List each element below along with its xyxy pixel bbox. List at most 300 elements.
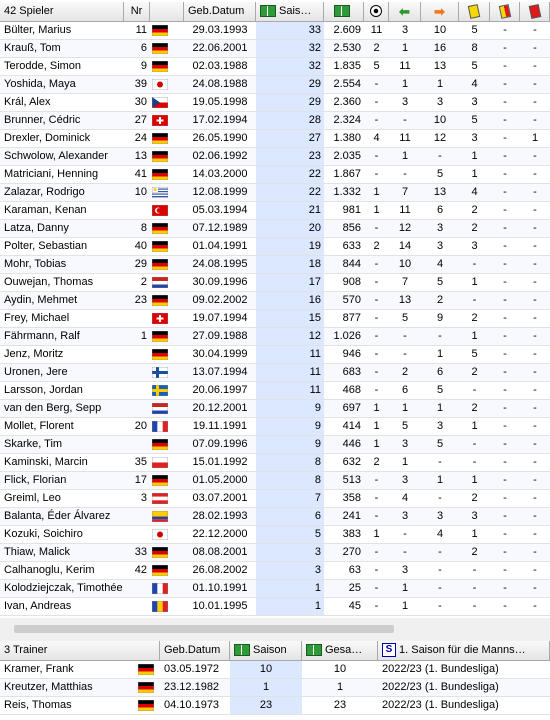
flag-de-icon: [152, 241, 168, 252]
scrollbar-thumb[interactable]: [14, 625, 394, 633]
player-yellow-red-cards: -: [503, 222, 507, 234]
player-subbed-out: 6: [436, 204, 444, 216]
player-subbed-out: 16: [433, 42, 447, 54]
player-name: Karaman, Kenan: [4, 204, 87, 216]
header-total[interactable]: [324, 2, 364, 22]
field-season-icon: [234, 644, 250, 656]
player-yellow-red-cards: -: [503, 42, 507, 54]
player-name: Mohr, Tobias: [4, 258, 67, 270]
player-yellow-red-cards: -: [503, 168, 507, 180]
field-total-icon: [306, 644, 322, 656]
player-season-games: 11: [256, 346, 324, 363]
table-row[interactable]: [0, 130, 550, 148]
player-yellow-cards: 2: [471, 366, 478, 378]
player-birthdate: 09.02.2002: [192, 294, 248, 306]
player-number: 6: [140, 42, 147, 54]
player-yellow-red-cards: -: [503, 24, 507, 36]
player-season-games: 27: [256, 130, 324, 147]
player-red-cards: -: [533, 348, 537, 360]
player-subbed-in: 1: [401, 582, 409, 594]
trainer-season-games: 10: [230, 661, 302, 678]
player-red-cards: -: [533, 276, 537, 288]
player-yellow-cards: 2: [471, 312, 478, 324]
player-number: [124, 436, 150, 453]
table-row[interactable]: [0, 292, 550, 310]
table-row[interactable]: [0, 679, 550, 697]
player-yellow-red-cards: -: [503, 240, 507, 252]
table-row[interactable]: [0, 310, 550, 328]
player-subbed-in: 3: [401, 510, 409, 522]
player-yellow-red-cards: -: [503, 420, 507, 432]
flag-tr-icon: [152, 205, 168, 216]
player-yellow-cards: -: [472, 582, 477, 594]
player-subbed-out: 13: [433, 186, 447, 198]
player-subbed-in: 3: [401, 438, 409, 450]
player-season-games: 6: [256, 508, 324, 525]
flag-de-icon: [138, 664, 154, 675]
player-yellow-cards: 4: [471, 78, 478, 90]
player-season-games: 17: [256, 274, 324, 291]
trainer-birthdate: 23.12.1982: [164, 681, 220, 693]
player-number: 13: [134, 150, 147, 162]
player-yellow-cards: 4: [471, 186, 478, 198]
player-number: 3: [140, 492, 147, 504]
table-row[interactable]: [0, 58, 550, 76]
arrow-right-orange-icon: ➡: [434, 4, 445, 19]
player-birthdate: 19.11.1991: [192, 420, 248, 432]
player-birthdate: 13.07.1994: [192, 366, 248, 378]
player-season-games: 32: [256, 58, 324, 75]
player-yellow-red-cards: -: [503, 600, 507, 612]
table-row[interactable]: [0, 400, 550, 418]
flag-de-icon: [138, 682, 154, 693]
player-name: Yoshida, Maya: [4, 78, 76, 90]
flag-se-icon: [152, 385, 168, 396]
player-name: Balanta, Éder Álvarez: [4, 510, 111, 522]
player-subbed-in: -: [403, 546, 407, 558]
player-subbed-in: 11: [399, 204, 411, 216]
header-yellowred[interactable]: [490, 2, 520, 22]
player-total-minutes: 1.332: [333, 186, 361, 198]
players-header: [0, 2, 550, 22]
table-row[interactable]: [0, 562, 550, 580]
trainer-birthdate: 04.10.1973: [164, 699, 220, 711]
player-season-games: 8: [256, 454, 324, 471]
player-subbed-in: 5: [401, 420, 409, 432]
player-goals: 1: [373, 528, 380, 540]
trainer-header-total-label: Gesa…: [325, 644, 363, 656]
trainer-header-season[interactable]: [230, 641, 302, 661]
header-out[interactable]: [421, 2, 459, 22]
player-total-minutes: 414: [342, 420, 361, 432]
flag-ch-icon: [152, 313, 168, 324]
field-icon: [260, 5, 276, 17]
player-season-games: 20: [256, 220, 324, 237]
player-total-minutes: 2.530: [333, 42, 361, 54]
table-row[interactable]: [0, 364, 550, 382]
table-row[interactable]: [0, 508, 550, 526]
player-birthdate: 20.06.1997: [192, 384, 248, 396]
player-goals: -: [374, 474, 379, 486]
flag-de-icon: [152, 439, 168, 450]
trainer-header-first-label: 1. Saison für die Manns…: [399, 644, 526, 656]
player-subbed-out: -: [438, 492, 442, 504]
trainer-first-season: 2022/23 (1. Bundesliga): [382, 663, 499, 675]
player-yellow-cards: 2: [471, 402, 478, 414]
player-subbed-in: 14: [398, 240, 412, 252]
player-subbed-in: 3: [401, 564, 409, 576]
player-total-minutes: 446: [342, 438, 361, 450]
player-yellow-red-cards: -: [503, 60, 507, 72]
player-subbed-in: 13: [398, 294, 412, 306]
player-number: 39: [134, 78, 147, 90]
player-yellow-red-cards: -: [503, 384, 507, 396]
trainer-season-games: 23: [230, 697, 302, 714]
player-total-minutes: 241: [342, 510, 361, 522]
player-season-games: 22: [256, 184, 324, 201]
player-birthdate: 07.12.1989: [192, 222, 248, 234]
table-row[interactable]: [0, 148, 550, 166]
player-yellow-red-cards: -: [503, 474, 507, 486]
player-name: Terodde, Simon: [4, 60, 82, 72]
table-row[interactable]: [0, 598, 550, 616]
player-subbed-out: 1: [436, 402, 444, 414]
player-yellow-cards: -: [472, 600, 477, 612]
player-total-minutes: 2.324: [333, 114, 361, 126]
player-season-games: 9: [256, 436, 324, 453]
table-row[interactable]: [0, 382, 550, 400]
player-total-minutes: 856: [342, 222, 361, 234]
player-total-minutes: 513: [342, 474, 361, 486]
player-season-games: 33: [256, 22, 324, 39]
s-icon: S: [382, 643, 396, 657]
player-birthdate: 20.12.2001: [192, 402, 248, 414]
table-row[interactable]: [0, 256, 550, 274]
table-row[interactable]: [0, 580, 550, 598]
player-total-minutes: 358: [342, 492, 361, 504]
header-nr[interactable]: Nr: [124, 2, 150, 22]
player-yellow-red-cards: -: [503, 78, 507, 90]
player-season-games: 12: [256, 328, 324, 345]
player-total-minutes: 270: [342, 546, 361, 558]
table-row[interactable]: [0, 490, 550, 508]
player-red-cards: -: [533, 528, 537, 540]
player-total-minutes: 2.554: [333, 78, 361, 90]
player-yellow-red-cards: -: [503, 546, 507, 558]
player-red-cards: -: [533, 366, 537, 378]
trainer-name: Reis, Thomas: [4, 699, 72, 711]
player-number: [124, 364, 150, 381]
player-goals: 1: [373, 438, 380, 450]
header-birth[interactable]: Geb.Datum: [184, 2, 256, 22]
table-row[interactable]: [0, 76, 550, 94]
player-yellow-red-cards: -: [503, 276, 507, 288]
table-row[interactable]: [0, 40, 550, 58]
player-number: [124, 310, 150, 327]
player-goals: -: [374, 384, 379, 396]
header-yellow[interactable]: [459, 2, 490, 22]
player-subbed-out: 10: [433, 114, 447, 126]
player-subbed-out: 4: [436, 258, 444, 270]
player-yellow-red-cards: -: [503, 528, 507, 540]
player-total-minutes: 877: [342, 312, 361, 324]
player-yellow-cards: 1: [471, 474, 478, 486]
player-birthdate: 12.08.1999: [192, 186, 248, 198]
player-red-cards: -: [533, 258, 537, 270]
player-yellow-red-cards: -: [503, 132, 507, 144]
player-red-cards: -: [533, 384, 537, 396]
player-subbed-out: -: [438, 330, 442, 342]
player-number: 2: [140, 276, 147, 288]
player-yellow-red-cards: -: [503, 366, 507, 378]
player-subbed-out: 5: [436, 384, 444, 396]
player-subbed-out: 12: [433, 132, 447, 144]
flag-uy-icon: [152, 187, 168, 198]
player-yellow-red-cards: -: [503, 348, 507, 360]
player-number: 8: [140, 222, 147, 234]
player-red-cards: 1: [531, 132, 539, 144]
table-row[interactable]: [0, 328, 550, 346]
player-yellow-cards: 2: [471, 204, 478, 216]
player-yellow-cards: 1: [471, 168, 478, 180]
trainer-header-name[interactable]: 3 Trainer: [0, 641, 160, 661]
player-subbed-out: 1: [436, 78, 444, 90]
player-yellow-red-cards: -: [503, 312, 507, 324]
player-goals: -: [374, 366, 379, 378]
player-number: 29: [134, 258, 147, 270]
player-subbed-in: -: [403, 348, 407, 360]
player-goals: -: [374, 258, 379, 270]
table-row[interactable]: [0, 418, 550, 436]
player-season-games: 29: [256, 76, 324, 93]
player-subbed-in: -: [403, 168, 407, 180]
header-in[interactable]: [389, 2, 421, 22]
trainer-season-games: 1: [230, 679, 302, 696]
header-season-label: Sais…: [279, 5, 312, 17]
table-row[interactable]: [0, 238, 550, 256]
player-name: Thiaw, Malick: [4, 546, 71, 558]
player-red-cards: -: [533, 600, 537, 612]
player-season-games: 11: [256, 382, 324, 399]
player-birthdate: 24.08.1988: [192, 78, 248, 90]
player-season-games: 19: [256, 238, 324, 255]
player-red-cards: -: [533, 420, 537, 432]
player-birthdate: 01.05.2000: [192, 474, 248, 486]
player-red-cards: -: [533, 78, 537, 90]
flag-ro-icon: [152, 601, 168, 612]
trainer-first-season: 2022/23 (1. Bundesliga): [382, 681, 499, 693]
player-number: 10: [134, 186, 147, 198]
table-row[interactable]: [0, 184, 550, 202]
table-row[interactable]: [0, 112, 550, 130]
player-name: Kaminski, Marcin: [4, 456, 88, 468]
player-goals: 1: [373, 204, 380, 216]
player-subbed-out: 5: [436, 276, 444, 288]
table-row[interactable]: [0, 661, 550, 679]
player-yellow-cards: 1: [471, 330, 478, 342]
player-yellow-cards: 1: [471, 528, 478, 540]
table-row[interactable]: [0, 544, 550, 562]
table-row[interactable]: [0, 472, 550, 490]
trainer-header-season-label: Saison: [253, 644, 287, 656]
player-yellow-cards: 2: [471, 222, 478, 234]
header-name[interactable]: 42 Spieler: [0, 2, 124, 22]
player-birthdate: 26.05.1990: [192, 132, 248, 144]
player-yellow-red-cards: -: [503, 150, 507, 162]
player-subbed-in: -: [403, 528, 407, 540]
player-subbed-in: 5: [401, 312, 409, 324]
player-number: 1: [140, 330, 147, 342]
trainer-header-birth[interactable]: Geb.Datum: [160, 641, 230, 661]
player-season-games: 18: [256, 256, 324, 273]
player-red-cards: -: [533, 114, 537, 126]
player-yellow-cards: 2: [471, 492, 478, 504]
player-yellow-cards: 2: [471, 546, 478, 558]
player-yellow-cards: 5: [471, 60, 478, 72]
player-goals: -: [374, 582, 379, 594]
table-row[interactable]: [0, 220, 550, 238]
flag-de-icon: [152, 133, 168, 144]
player-birthdate: 30.04.1999: [192, 348, 248, 360]
table-row[interactable]: [0, 94, 550, 112]
player-red-cards: -: [533, 96, 537, 108]
flag-de-icon: [152, 169, 168, 180]
table-row[interactable]: [0, 526, 550, 544]
player-number: 27: [134, 114, 147, 126]
player-name: Calhanoglu, Kerim: [4, 564, 95, 576]
player-number: [124, 400, 150, 417]
table-row[interactable]: [0, 697, 550, 715]
player-name: Matriciani, Henning: [4, 168, 99, 180]
player-name: Schwolow, Alexander: [4, 150, 108, 162]
player-yellow-red-cards: -: [503, 492, 507, 504]
trainer-header-first[interactable]: [378, 641, 550, 661]
player-subbed-in: 12: [398, 222, 412, 234]
player-yellow-red-cards: -: [503, 456, 507, 468]
player-red-cards: -: [533, 330, 537, 342]
player-subbed-in: 1: [401, 150, 409, 162]
table-row[interactable]: [0, 166, 550, 184]
player-yellow-cards: -: [472, 438, 477, 450]
player-red-cards: -: [533, 42, 537, 54]
flag-de-icon: [152, 349, 168, 360]
flag-de-icon: [152, 259, 168, 270]
player-season-games: 9: [256, 418, 324, 435]
player-name: Flick, Florian: [4, 474, 67, 486]
player-goals: 4: [373, 132, 380, 144]
field-total-icon: [334, 5, 350, 17]
player-subbed-out: -: [438, 564, 442, 576]
trainer-name: Kramer, Frank: [4, 663, 74, 675]
player-goals: -: [374, 348, 379, 360]
player-season-games: 8: [256, 472, 324, 489]
player-number: 30: [134, 96, 147, 108]
player-subbed-in: 6: [401, 384, 409, 396]
player-total-minutes: 2.609: [333, 24, 361, 36]
player-number: [124, 526, 150, 543]
trainer-total-games: 1: [336, 681, 344, 693]
player-red-cards: -: [533, 168, 537, 180]
player-goals: -: [374, 276, 379, 288]
player-red-cards: -: [533, 240, 537, 252]
player-birthdate: 24.08.1995: [192, 258, 248, 270]
table-row[interactable]: [0, 202, 550, 220]
player-goals: 1: [373, 186, 380, 198]
player-total-minutes: 63: [348, 564, 361, 576]
table-row[interactable]: [0, 436, 550, 454]
header-red[interactable]: [520, 2, 550, 22]
player-red-cards: -: [533, 204, 537, 216]
player-yellow-cards: 1: [471, 420, 478, 432]
player-yellow-cards: 3: [471, 96, 478, 108]
player-season-games: 28: [256, 112, 324, 129]
player-birthdate: 14.03.2000: [192, 168, 248, 180]
player-total-minutes: 383: [342, 528, 361, 540]
table-row[interactable]: [0, 274, 550, 292]
player-subbed-out: 1: [436, 474, 444, 486]
trainer-header-total[interactable]: [302, 641, 378, 661]
player-number: [124, 508, 150, 525]
player-number: 9: [140, 60, 147, 72]
player-total-minutes: 683: [342, 366, 361, 378]
player-name: Ivan, Andreas: [4, 600, 72, 612]
flag-de-icon: [152, 547, 168, 558]
player-goals: -: [374, 222, 379, 234]
player-yellow-cards: 3: [471, 132, 478, 144]
player-number: [124, 598, 150, 615]
player-subbed-in: 1: [401, 600, 409, 612]
player-season-games: 9: [256, 400, 324, 417]
player-number: 17: [134, 474, 147, 486]
player-subbed-out: 3: [436, 510, 444, 522]
player-subbed-out: 5: [436, 168, 444, 180]
player-total-minutes: 981: [342, 204, 361, 216]
player-subbed-out: 3: [436, 240, 444, 252]
header-season[interactable]: [256, 2, 324, 22]
player-season-games: 32: [256, 40, 324, 57]
table-row[interactable]: [0, 454, 550, 472]
player-subbed-out: -: [438, 456, 442, 468]
player-yellow-red-cards: -: [503, 258, 507, 270]
player-number: 24: [134, 132, 147, 144]
player-name: Zalazar, Rodrigo: [4, 186, 85, 198]
player-birthdate: 26.08.2002: [192, 564, 248, 576]
player-goals: -: [374, 294, 379, 306]
player-yellow-red-cards: -: [503, 294, 507, 306]
player-birthdate: 03.07.2001: [192, 492, 248, 504]
player-goals: -: [374, 312, 379, 324]
player-season-games: 5: [256, 526, 324, 543]
player-name: Polter, Sebastian: [4, 240, 88, 252]
player-total-minutes: 468: [342, 384, 361, 396]
header-goals[interactable]: [364, 2, 389, 22]
table-row[interactable]: [0, 22, 550, 40]
player-subbed-out: 2: [436, 294, 444, 306]
player-subbed-out: 9: [436, 312, 444, 324]
player-subbed-out: 3: [436, 96, 444, 108]
header-flag[interactable]: [150, 2, 184, 22]
player-season-games: 7: [256, 490, 324, 507]
table-row[interactable]: [0, 346, 550, 364]
player-subbed-out: 5: [436, 438, 444, 450]
player-subbed-out: -: [438, 582, 442, 594]
flag-nl-icon: [152, 277, 168, 288]
player-birthdate: 22.06.2001: [192, 42, 248, 54]
flag-de-icon: [152, 223, 168, 234]
flag-de-icon: [152, 565, 168, 576]
yellow-red-card-icon: [498, 4, 510, 19]
horizontal-scrollbar[interactable]: [0, 622, 550, 636]
